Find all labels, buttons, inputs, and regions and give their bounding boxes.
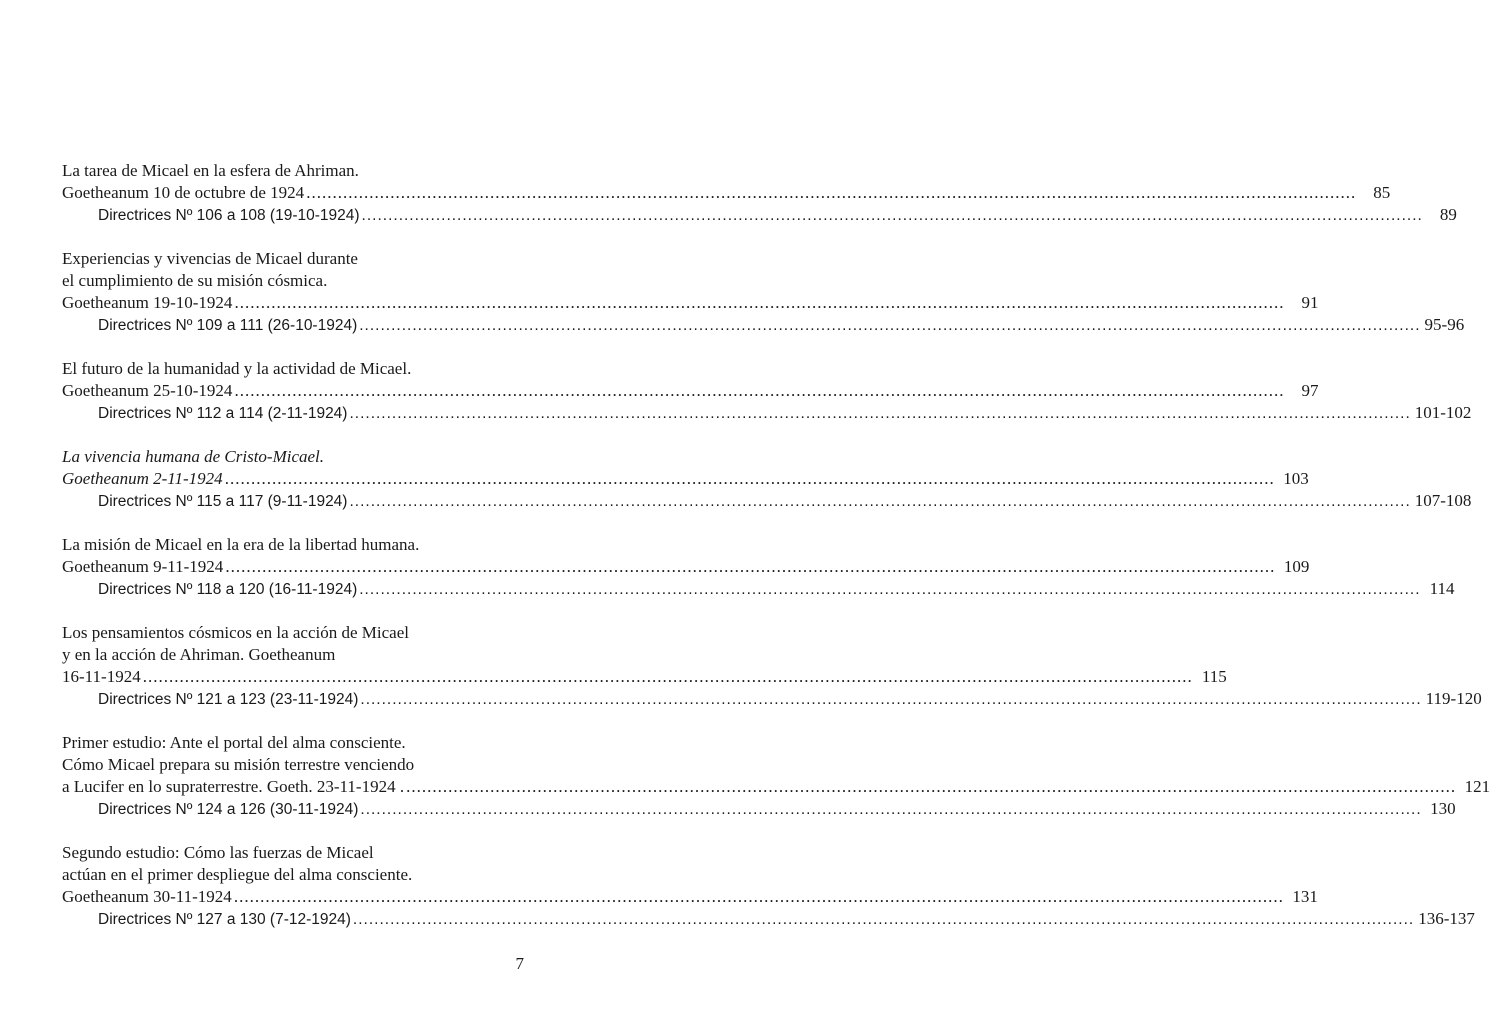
toc-subentry-title: Directrices Nº 118 a 120 (16-11-1924) <box>98 581 358 598</box>
toc-entry-main-line <box>62 556 1310 578</box>
toc-entry <box>62 732 1490 820</box>
toc-subentry-page-number: 114 <box>1429 579 1455 598</box>
dot-leader: ........................................................................................................................................................................................................ <box>349 405 1411 422</box>
toc-page-number: 131 <box>1292 887 1318 906</box>
toc-subentry <box>62 578 1455 600</box>
toc-page-number: 97 <box>1301 381 1319 400</box>
toc-entry <box>62 160 1457 226</box>
toc-subentry-title: Directrices Nº 109 a 111 (26-10-1924) <box>98 317 358 334</box>
dot-leader: ........................................................................................................................................................................................................ <box>306 183 1357 202</box>
toc-entry <box>62 248 1465 336</box>
dot-leader: ........................................................................................................................................................................................................ <box>352 911 1415 928</box>
toc-entry-title-line: Los pensamientos cósmicos en la acción de Micael <box>62 623 409 642</box>
toc-entry-main-line <box>62 468 1309 490</box>
toc-entry-title: Goetheanum 30-11-1924 <box>62 887 232 906</box>
dot-leader: ........................................................................................................................................................................................................ <box>234 381 1285 400</box>
table-of-contents <box>62 160 1490 952</box>
toc-subentry-page-number: 95-96 <box>1424 315 1465 334</box>
toc-entry-title-line: Segundo estudio: Cómo las fuerzas de Micael <box>62 843 374 862</box>
toc-subentry-title: Directrices Nº 127 a 130 (7-12-1924) <box>98 911 351 928</box>
dot-leader: ........................................................................................................................................................................................................ <box>233 887 1284 906</box>
toc-entry-main-line <box>62 292 1319 314</box>
dot-leader: ........................................................................................................................................................................................................ <box>234 293 1285 312</box>
toc-subentry-page-number: 89 <box>1439 205 1457 224</box>
toc-page-number: 121 <box>1464 777 1490 796</box>
toc-subentry-title: Directrices Nº 115 a 117 (9-11-1924) <box>98 493 348 510</box>
toc-subentry-page-number: 136-137 <box>1418 909 1475 928</box>
dot-leader: ........................................................................................................................................................................................................ <box>361 207 1423 224</box>
toc-entry <box>62 622 1482 710</box>
toc-entry <box>62 358 1472 424</box>
toc-page-number: 91 <box>1301 293 1319 312</box>
toc-entry-title-line: el cumplimiento de su misión cósmica. <box>62 271 328 290</box>
toc-entry-title-line: y en la acción de Ahriman. Goetheanum <box>62 645 336 664</box>
toc-subentry <box>62 798 1456 820</box>
dot-leader: ........................................................................................................................................................................................................ <box>359 581 1421 598</box>
toc-entry-title-line: Experiencias y vivencias de Micael durante <box>62 249 358 268</box>
toc-subentry-page-number: 107-108 <box>1414 491 1472 510</box>
toc-entry-title-line: Primer estudio: Ante el portal del alma consciente. <box>62 733 406 752</box>
toc-subentry <box>62 204 1457 226</box>
toc-entry-main-line <box>62 182 1391 204</box>
toc-subentry <box>62 908 1475 930</box>
toc-subentry-page-number: 130 <box>1430 799 1456 818</box>
toc-entry <box>62 534 1455 600</box>
toc-page-number: 109 <box>1283 557 1310 576</box>
toc-entry-title: a Lucifer en lo supraterrestre. Goeth. 23-11-1924 . <box>62 777 405 796</box>
toc-page-number: 103 <box>1283 469 1309 488</box>
toc-subentry-title: Directrices Nº 124 a 126 (30-11-1924) <box>98 801 359 818</box>
toc-entry-title: Goetheanum 9-11-1924 <box>62 557 224 576</box>
toc-subentry-title: Directrices Nº 106 a 108 (19-10-1924) <box>98 207 360 224</box>
toc-entry-title: Goetheanum 25-10-1924 <box>62 381 233 400</box>
dot-leader: ........................................................................................................................................................................................................ <box>142 667 1193 686</box>
dot-leader: ........................................................................................................................................................................................................ <box>360 801 1422 818</box>
toc-entry-title: Goetheanum 19-10-1924 <box>62 293 233 312</box>
dot-leader: ........................................................................................................................................................................................................ <box>349 493 1411 510</box>
toc-entry-title-line: La tarea de Micael en la esfera de Ahriman. <box>62 161 359 180</box>
toc-subentry <box>62 314 1465 336</box>
toc-entry-title: 16-11-1924 <box>62 667 141 686</box>
dot-leader: ........................................................................................................................................................................................................ <box>225 557 1276 576</box>
toc-entry-main-line <box>62 380 1319 402</box>
toc-entry-main-line <box>62 776 1490 798</box>
toc-page-number: 85 <box>1373 183 1391 202</box>
toc-entry-main-line <box>62 886 1318 908</box>
toc-subentry-title: Directrices Nº 112 a 114 (2-11-1924) <box>98 405 348 422</box>
toc-subentry <box>62 688 1482 710</box>
toc-entry-title: Goetheanum 2-11-1924 <box>62 469 223 488</box>
toc-page-number: 115 <box>1201 667 1227 686</box>
toc-entry-title-line: La vivencia humana de Cristo-Micael. <box>62 447 325 466</box>
toc-entry-title-line: actúan en el primer despliegue del alma consciente. <box>62 865 413 884</box>
toc-subentry <box>62 402 1472 424</box>
toc-entry <box>62 842 1475 930</box>
toc-entry-main-line <box>62 666 1227 688</box>
dot-leader: ........................................................................................................................................................................................................ <box>359 317 1421 334</box>
dot-leader: ........................................................................................................................................................................................................ <box>360 691 1422 708</box>
toc-entry-title: Goetheanum 10 de octubre de 1924 <box>62 183 305 202</box>
toc-entry-title-line: Cómo Micael prepara su misión terrestre venciendo <box>62 755 415 774</box>
toc-subentry-page-number: 119-120 <box>1425 689 1482 708</box>
page-number: 7 <box>515 954 524 973</box>
dot-leader: ........................................................................................................................................................................................................ <box>224 469 1275 488</box>
dot-leader: ........................................................................................................................................................................................................ <box>406 777 1457 796</box>
toc-entry <box>62 446 1472 512</box>
toc-entry-title-line: La misión de Micael en la era de la libertad humana. <box>62 535 420 554</box>
toc-subentry <box>62 490 1472 512</box>
toc-subentry-title: Directrices Nº 121 a 123 (23-11-1924) <box>98 691 359 708</box>
toc-subentry-page-number: 101-102 <box>1414 403 1472 422</box>
toc-entry-title-line: El futuro de la humanidad y la actividad de Micael. <box>62 359 412 378</box>
